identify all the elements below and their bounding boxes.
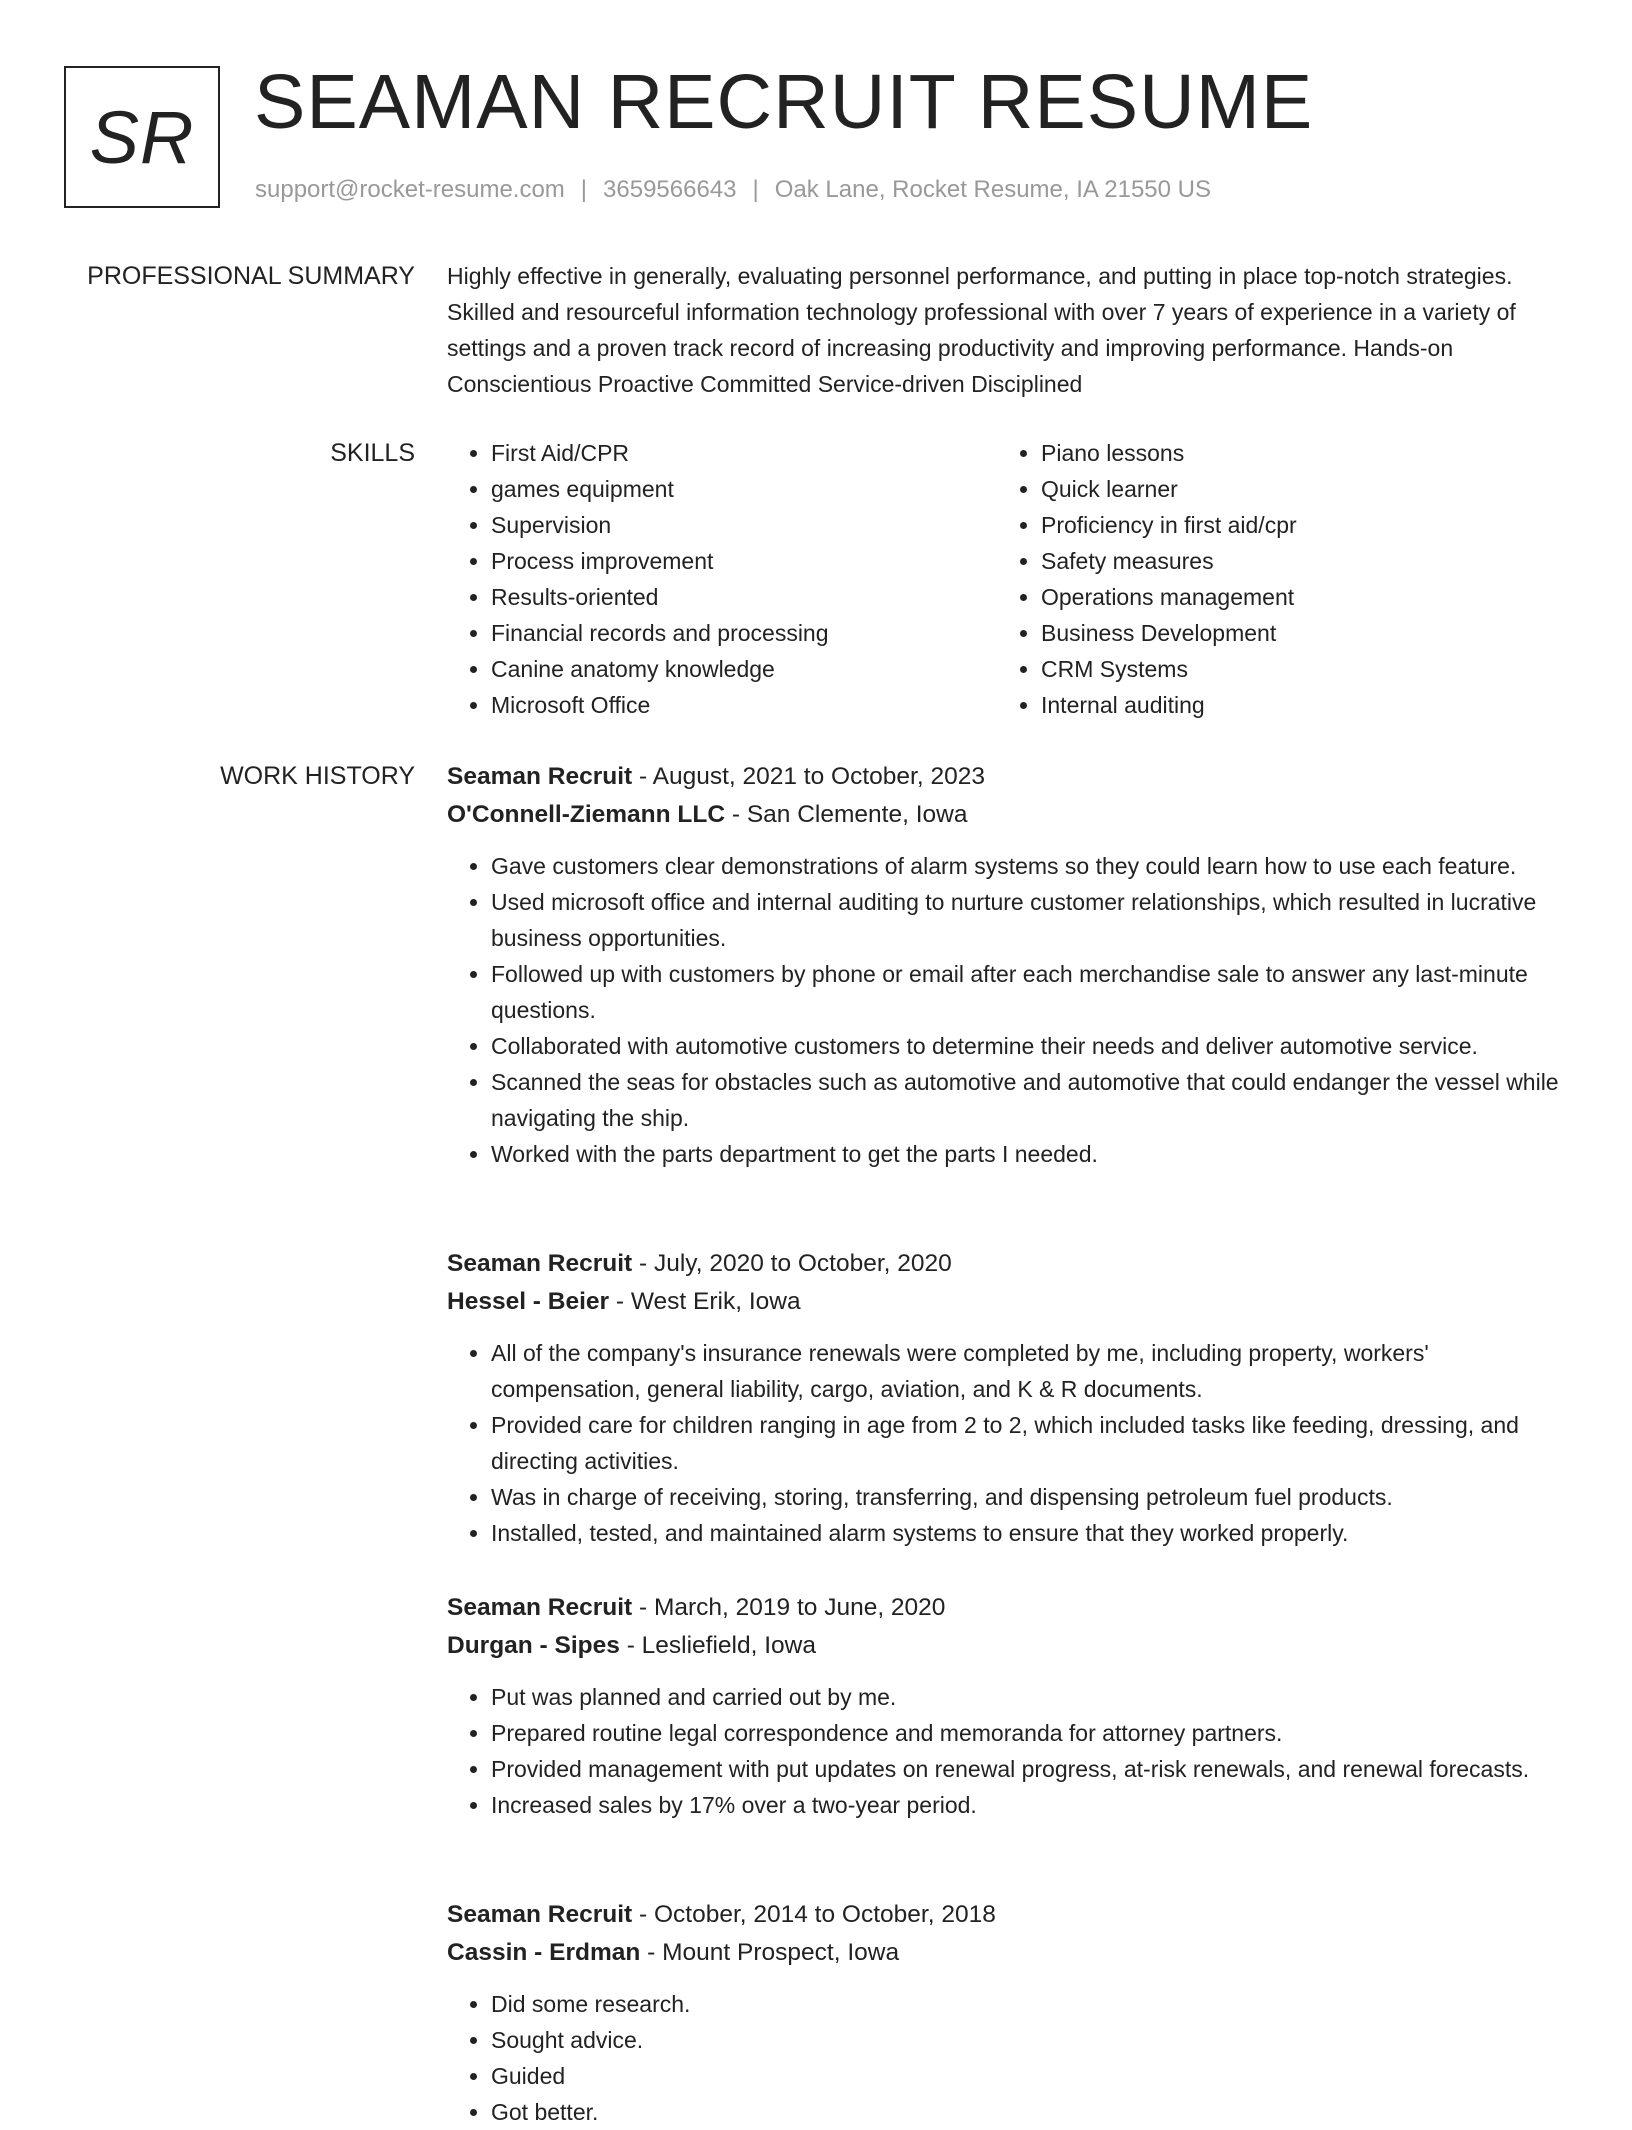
job-bullet: • All of the company's insurance renewals were completed by me, including property, workers' compensation, general liability, cargo, aviation, and K & R documents. bbox=[491, 1335, 1567, 1407]
job-bullet: • Put was planned and carried out by me. bbox=[491, 1679, 1567, 1715]
skill-item: • Piano lessons bbox=[1041, 435, 1297, 471]
job-company-line bbox=[447, 1627, 1567, 1665]
section-label-work: WORK HISTORY bbox=[220, 762, 415, 790]
section-label-summary: PROFESSIONAL SUMMARY bbox=[87, 262, 415, 290]
job-bullet: • Installed, tested, and maintained alarm systems to ensure that they worked properly. bbox=[491, 1515, 1567, 1551]
job-title: Seaman Recruit bbox=[447, 763, 633, 790]
summary-body bbox=[447, 258, 1567, 402]
job-bullet: • Provided care for children ranging in age from 2 to 2, which included tasks like feeding, dressing, and directing activities. bbox=[491, 1407, 1567, 1479]
skill-item: • Financial records and processing bbox=[491, 615, 829, 651]
summary-text: Highly effective in generally, evaluating personnel performance, and putting in place top-notch strategies. Skilled and resourceful information technology professional with over 7 years of experience in a variety of settings and a proven track record of increasing productivity and improving performance. Hands-on Conscientious Proactive Committed Service-driven Disciplined bbox=[447, 263, 1516, 397]
job-bullet-list bbox=[447, 1986, 1567, 2130]
job-bullet-list bbox=[447, 1335, 1567, 1551]
skill-item: • Microsoft Office bbox=[491, 687, 829, 723]
monogram-box: SR bbox=[64, 66, 220, 208]
skill-item: • Process improvement bbox=[491, 543, 829, 579]
contact-separator: | bbox=[752, 176, 759, 203]
skill-item: • Quick learner bbox=[1041, 471, 1297, 507]
job-bullet: • Was in charge of receiving, storing, transferring, and dispensing petroleum fuel products. bbox=[491, 1479, 1567, 1515]
job-bullet: • Followed up with customers by phone or email after each merchandise sale to answer any last-minute questions. bbox=[491, 956, 1567, 1028]
skill-item: • Results-oriented bbox=[491, 579, 829, 615]
resume-title: SEAMAN RECRUIT RESUME bbox=[254, 59, 1314, 145]
skill-item: • CRM Systems bbox=[1041, 651, 1297, 687]
skill-item: • Safety measures bbox=[1041, 543, 1297, 579]
job-entry bbox=[447, 758, 1567, 1172]
job-company-line bbox=[447, 1283, 1567, 1321]
contact-line bbox=[255, 176, 1211, 204]
skill-item: • Internal auditing bbox=[1041, 687, 1297, 723]
job-bullet: • Used microsoft office and internal auditing to nurture customer relationships, which resulted in lucrative business opportunities. bbox=[491, 884, 1567, 956]
job-bullet: • Prepared routine legal correspondence and memoranda for attorney partners. bbox=[491, 1715, 1567, 1751]
job-company-line bbox=[447, 796, 1567, 834]
job-bullet: • Collaborated with automotive customers to determine their needs and deliver automotive service. bbox=[491, 1028, 1567, 1064]
skills-list-left bbox=[447, 435, 829, 723]
skill-item: • games equipment bbox=[491, 471, 829, 507]
job-company: Cassin - Erdman bbox=[447, 1939, 641, 1966]
contact-separator: | bbox=[580, 176, 588, 203]
job-bullet-list bbox=[447, 848, 1567, 1172]
contact-email: support@rocket-resume.com bbox=[255, 176, 565, 203]
job-dates: - August, 2021 to October, 2023 bbox=[632, 763, 985, 790]
skill-item: • Proficiency in first aid/cpr bbox=[1041, 507, 1297, 543]
job-title: Seaman Recruit bbox=[447, 1250, 633, 1277]
job-title-line bbox=[447, 1245, 1567, 1283]
job-title-line bbox=[447, 1589, 1567, 1627]
job-bullet: • Increased sales by 17% over a two-year period. bbox=[491, 1787, 1567, 1823]
job-title: Seaman Recruit bbox=[447, 1901, 633, 1928]
job-dates: - October, 2014 to October, 2018 bbox=[632, 1901, 996, 1928]
job-bullet: • Scanned the seas for obstacles such as automotive and automotive that could endanger the vessel while navigating the ship. bbox=[491, 1064, 1567, 1136]
job-bullet: • Guided bbox=[491, 2058, 1567, 2094]
job-entry bbox=[447, 1896, 1567, 2130]
skill-item: • Supervision bbox=[491, 507, 829, 543]
skill-item: • Operations management bbox=[1041, 579, 1297, 615]
job-bullet: • Worked with the parts department to get the parts I needed. bbox=[491, 1136, 1567, 1172]
job-entry bbox=[447, 1589, 1567, 1823]
job-title-line bbox=[447, 758, 1567, 796]
job-bullet: • Gave customers clear demonstrations of alarm systems so they could learn how to use each feature. bbox=[491, 848, 1567, 884]
job-dates: - July, 2020 to October, 2020 bbox=[632, 1250, 952, 1277]
job-company-line bbox=[447, 1934, 1567, 1972]
job-company: Hessel - Beier bbox=[447, 1288, 610, 1315]
job-location: - Mount Prospect, Iowa bbox=[640, 1939, 900, 1966]
job-bullet-list bbox=[447, 1679, 1567, 1823]
job-bullet: • Did some research. bbox=[491, 1986, 1567, 2022]
job-title: Seaman Recruit bbox=[447, 1594, 633, 1621]
job-title-line bbox=[447, 1896, 1567, 1934]
job-location: - Lesliefield, Iowa bbox=[619, 1632, 816, 1659]
job-entry bbox=[447, 1245, 1567, 1551]
skills-list-right bbox=[997, 435, 1297, 723]
job-location: - West Erik, Iowa bbox=[609, 1288, 801, 1315]
skill-item: • Canine anatomy knowledge bbox=[491, 651, 829, 687]
contact-address: Oak Lane, Rocket Resume, IA 21550 US bbox=[774, 176, 1211, 203]
job-bullet: • Sought advice. bbox=[491, 2022, 1567, 2058]
job-company: Durgan - Sipes bbox=[447, 1632, 620, 1659]
job-bullet: • Got better. bbox=[491, 2094, 1567, 2130]
contact-phone: 3659566643 bbox=[603, 176, 737, 203]
job-location: - San Clemente, Iowa bbox=[725, 801, 968, 828]
skill-item: • Business Development bbox=[1041, 615, 1297, 651]
section-label-skills: SKILLS bbox=[330, 439, 415, 467]
job-dates: - March, 2019 to June, 2020 bbox=[632, 1594, 946, 1621]
job-bullet: • Provided management with put updates on renewal progress, at-risk renewals, and renewal forecasts. bbox=[491, 1751, 1567, 1787]
job-company: O'Connell-Ziemann LLC bbox=[447, 801, 726, 828]
skill-item: • First Aid/CPR bbox=[491, 435, 829, 471]
